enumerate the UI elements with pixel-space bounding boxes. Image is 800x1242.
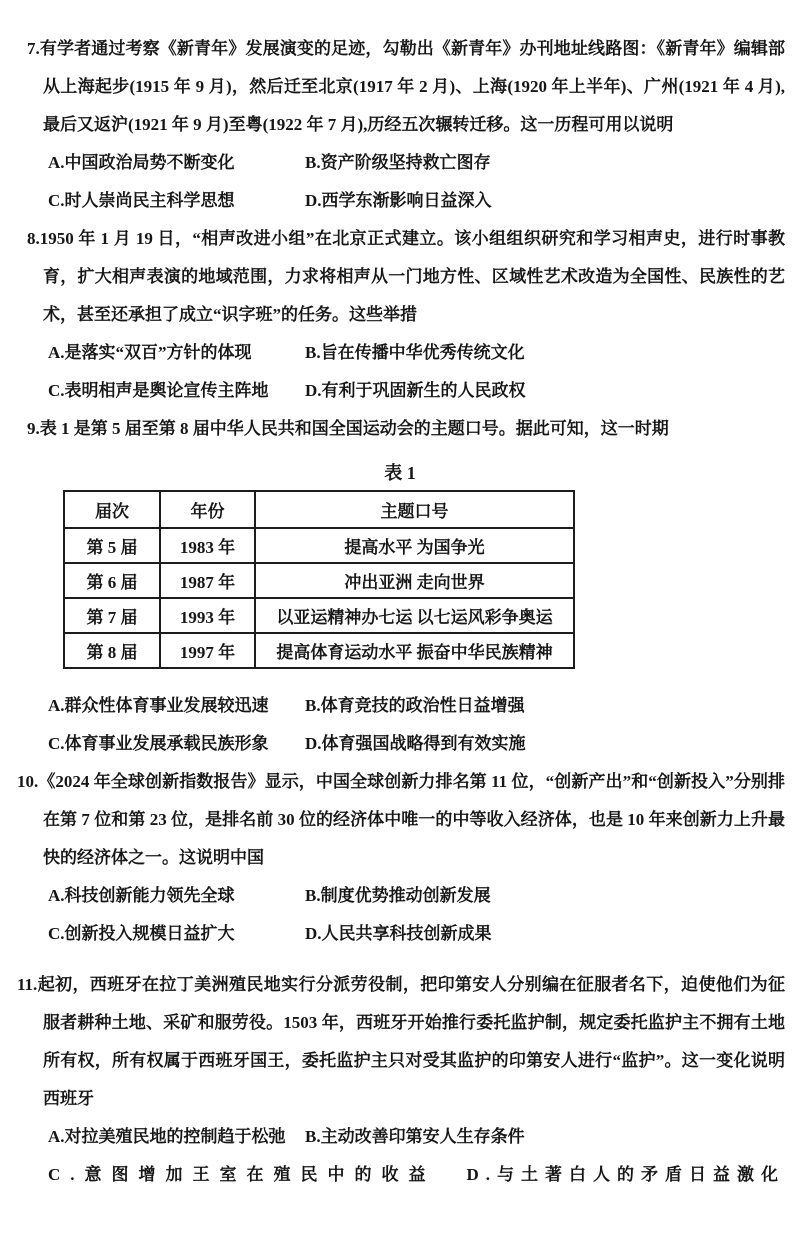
table-header-year: 年份: [160, 491, 255, 528]
table-cell-slogan: 提高水平 为国争光: [255, 528, 574, 563]
table-cell-session: 第 7 届: [64, 598, 160, 633]
table-cell-session: 第 8 届: [64, 633, 160, 668]
question-10-stem: 10.《2024 年全球创新指数报告》显示，中国全球创新力排名第 11 位，“创新产出”和“创新投入”分别排在第 7 位和第 23 位，是排名前 30 位的经济体中唯一的中等收入经济体，也是 10 年来创新力上升最快的经济体之一。这说明中国: [17, 772, 785, 867]
question-10: [0, 763, 800, 953]
question-11-option-c: C.意图增加王室在殖民中的收益: [48, 1165, 436, 1184]
question-11-option-d: D.与土著白人的矛盾日益激化: [466, 1165, 785, 1184]
question-11-stem: 11.起初，西班牙在拉丁美洲殖民地实行分派劳役制，把印第安人分别编在征服者名下，迫使他们为征服者耕种土地、采矿和服劳役。1503 年，西班牙开始推行委托监护制，规定委托监护主不拥有土地所有权，所有权属于西班牙国王，委托监护主只对受其监护的印第安人进行“监护”。这一变化说明西班牙: [17, 975, 785, 1108]
question-7: [0, 30, 800, 220]
question-8-options-row-ab: [0, 334, 785, 372]
question-7-option-b: B.资产阶级坚持救亡图存: [305, 153, 491, 172]
question-7-option-a: A.中国政治局势不断变化: [48, 153, 235, 172]
table-header-row: [64, 491, 574, 528]
question-8: [0, 220, 800, 410]
question-10-options-row-ab: [0, 877, 785, 915]
question-10-option-c: C.创新投入规模日益扩大: [48, 924, 235, 943]
table-caption: 表 1: [384, 463, 416, 483]
question-9-option-a: A.群众性体育事业发展较迅速: [48, 696, 269, 715]
table-cell-session: 第 6 届: [64, 563, 160, 598]
question-11-options-row-cd: [0, 1156, 785, 1194]
question-8-options-row-cd: [0, 372, 785, 410]
question-11-option-b: B.主动改善印第安人生存条件: [305, 1127, 525, 1146]
question-8-option-a: A.是落实“双百”方针的体现: [48, 343, 252, 362]
question-8-option-c: C.表明相声是舆论宣传主阵地: [48, 381, 269, 400]
question-9-stem: 9.表 1 是第 5 届至第 8 届中华人民共和国全国运动会的主题口号。据此可知，这一时期: [27, 419, 669, 438]
table-cell-slogan: 冲出亚洲 走向世界: [255, 563, 574, 598]
question-9-options-row-ab: [0, 687, 785, 725]
question-9-option-b: B.体育竞技的政治性日益增强: [305, 696, 525, 715]
question-11: [0, 966, 800, 1194]
table-cell-session: 第 5 届: [64, 528, 160, 563]
question-9: [0, 410, 800, 763]
question-7-option-d: D.西学东渐影响日益深入: [305, 191, 492, 210]
question-7-stem: 7.有学者通过考察《新青年》发展演变的足迹，勾勒出《新青年》办刊地址线路图：《新青年》编辑部从上海起步(1915 年 9 月)，然后迁至北京(1917 年 2 月)、上海(1920 年上半年)、广州(1921 年 4 月),最后又返沪(1921 年 9 月)至粤(1922 年 7 月),历经五次辗转迁移。这一历程可用以说明: [27, 39, 785, 134]
question-10-options-row-cd: [0, 915, 785, 953]
question-7-options-row-ab: [0, 144, 785, 182]
table-row: [64, 633, 574, 668]
question-7-options-row-cd: [0, 182, 785, 220]
table-cell-slogan: 以亚运精神办七运 以七运风彩争奥运: [255, 598, 574, 633]
table-cell-year: 1993 年: [160, 598, 255, 633]
table-cell-year: 1983 年: [160, 528, 255, 563]
table-header-slogan: 主题口号: [255, 491, 574, 528]
table-row: [64, 598, 574, 633]
question-8-option-b: B.旨在传播中华优秀传统文化: [305, 343, 525, 362]
question-11-option-a: A.对拉美殖民地的控制趋于松弛: [48, 1127, 286, 1146]
table-row: [64, 528, 574, 563]
question-8-stem: 8.1950 年 1 月 19 日，“相声改进小组”在北京正式建立。该小组组织研究和学习相声史，进行时事教育，扩大相声表演的地域范围，力求将相声从一门地方性、区域性艺术改造为全国性、民族性的艺术，甚至还承担了成立“识字班”的任务。这些举措: [27, 229, 785, 324]
question-8-option-d: D.有利于巩固新生的人民政权: [305, 381, 526, 400]
question-9-options-row-cd: [0, 725, 785, 763]
question-10-option-b: B.制度优势推动创新发展: [305, 886, 491, 905]
question-11-options-row-ab: [0, 1118, 785, 1156]
question-7-option-c: C.时人崇尚民主科学思想: [48, 191, 235, 210]
table-cell-slogan: 提高体育运动水平 振奋中华民族精神: [255, 633, 574, 668]
table-row: [64, 563, 574, 598]
slogan-table: [63, 490, 575, 669]
table-cell-year: 1997 年: [160, 633, 255, 668]
question-10-option-a: A.科技创新能力领先全球: [48, 886, 235, 905]
table-header-session: 届次: [64, 491, 160, 528]
question-9-option-d: D.体育强国战略得到有效实施: [305, 734, 526, 753]
table-cell-year: 1987 年: [160, 563, 255, 598]
question-9-option-c: C.体育事业发展承载民族形象: [48, 734, 269, 753]
question-10-option-d: D.人民共享科技创新成果: [305, 924, 492, 943]
